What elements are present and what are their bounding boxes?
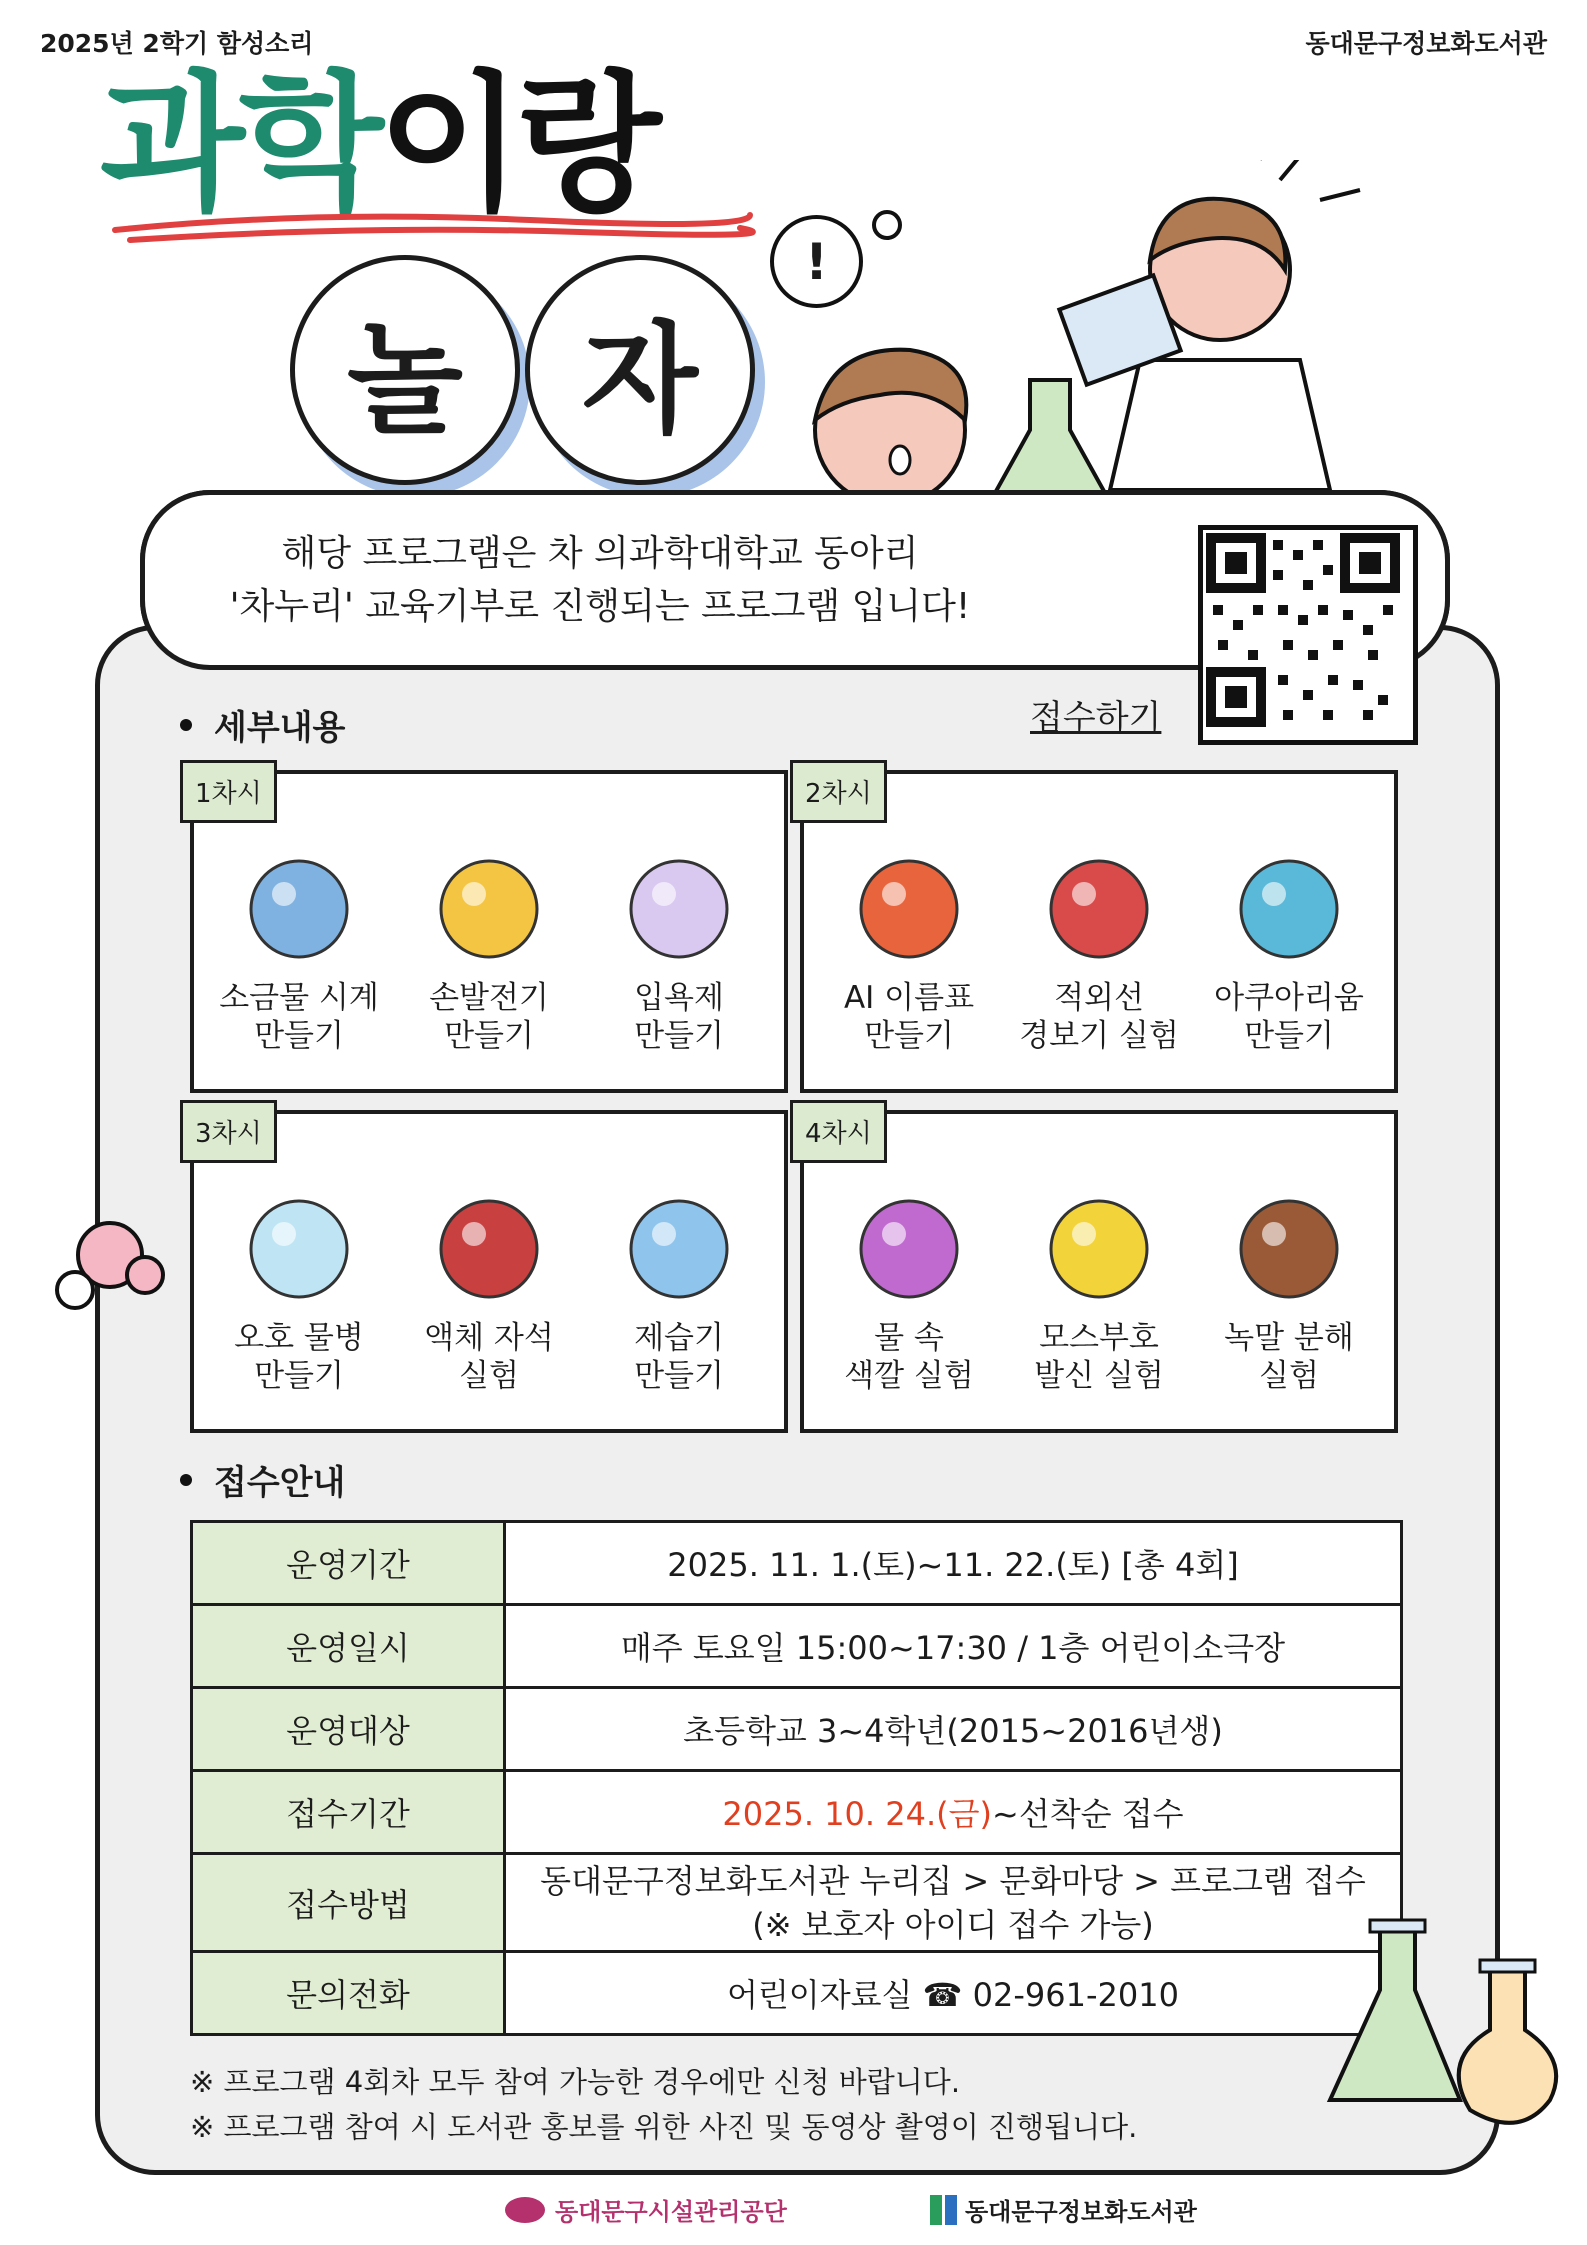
qr-code[interactable] (1198, 525, 1418, 745)
session-box (800, 770, 1398, 1093)
activity-item (1199, 849, 1379, 1055)
exclaim-bubble: ! (770, 215, 863, 308)
register-link[interactable]: 접수하기 (1030, 698, 1162, 738)
hourglass-icon (239, 849, 359, 969)
title-char-circle-1: 놀 (290, 255, 520, 485)
registration-start-date: 2025. 10. 24.(금) (722, 1795, 993, 1833)
activity-item (1009, 849, 1189, 1055)
activity-label: AI 이름표 만들기 (843, 980, 975, 1054)
library-name: 동대문구정보화도서관 (1305, 29, 1547, 58)
details-heading: 세부내용 (180, 700, 345, 749)
bullet-dot (180, 1474, 192, 1486)
walkie-talkie-icon (1039, 1189, 1159, 1309)
session-box (800, 1110, 1398, 1433)
activity-label: 액체 자석 실험 (424, 1320, 554, 1394)
title-science: 과학 (100, 58, 378, 232)
table-row: 접수방법 동대문구정보화도서관 누리집 > 문화마당 > 프로그램 접수 (※ 보호자 아이디 접수 가능) (192, 1854, 1402, 1952)
activity-label: 오호 물병 만들기 (234, 1320, 364, 1394)
footer-logo-library: 동대문구정보화도서관 (930, 2192, 1197, 2227)
magnet-icon (429, 1189, 549, 1309)
activity-label: 모스부호 발신 실험 (1034, 1320, 1164, 1394)
activity-item (819, 849, 999, 1055)
bath-bomb-icon (619, 849, 739, 969)
scientists-illustration (760, 160, 1400, 540)
activity-label: 물 속 색깔 실험 (844, 1320, 974, 1394)
aquarium-icon (1229, 849, 1349, 969)
activity-label: 아쿠아리움 만들기 (1214, 980, 1364, 1054)
ai-chip-icon (849, 849, 969, 969)
table-row: 운영일시 매주 토요일 15:00~17:30 / 1층 어린이소극장 (192, 1605, 1402, 1688)
activity-item (589, 849, 769, 1055)
activity-label: 손발전기 만들기 (429, 980, 549, 1054)
rice-bowl-icon (1229, 1189, 1349, 1309)
activity-item (1199, 1189, 1379, 1395)
table-row: 접수기간 2025. 10. 24.(금)~선착순 접수 (192, 1771, 1402, 1854)
session-tag: 1차시 (180, 760, 277, 823)
session-tag: 3차시 (180, 1100, 277, 1163)
activity-item (399, 1189, 579, 1395)
activity-item (589, 1189, 769, 1395)
sensor-icon (1039, 849, 1159, 969)
session-box (190, 1110, 788, 1433)
activity-item (209, 849, 389, 1055)
registration-heading: 접수안내 (180, 1455, 345, 1504)
intro-line-2: '차누리' 교육기부로 진행되는 프로그램 입니다! (229, 586, 971, 627)
footer-logo-facility: 동대문구시설관리공단 (505, 2192, 787, 2227)
table-row: 운영기간 2025. 11. 1.(토)~11. 22.(토) [총 4회] (192, 1522, 1402, 1605)
activity-item (1009, 1189, 1189, 1395)
program-term: 2025년 2학기 함성소리 (40, 29, 314, 58)
registration-table (190, 1520, 1403, 2036)
molecule-icon (50, 1210, 170, 1320)
title-with: 이랑 (377, 58, 656, 232)
battery-icon (429, 849, 549, 969)
title-char-circle-2: 자 (525, 255, 755, 485)
activity-label: 입욕제 만들기 (634, 980, 724, 1054)
bullet-dot (180, 719, 192, 731)
water-bubble-icon (239, 1189, 359, 1309)
session-tag: 2차시 (790, 760, 887, 823)
activity-label: 제습기 만들기 (634, 1320, 724, 1394)
title-underline-scribble (110, 200, 760, 260)
activity-label: 소금물 시계 만들기 (219, 980, 379, 1054)
table-row: 운영대상 초등학교 3~4학년(2015~2016년생) (192, 1688, 1402, 1771)
activity-item (209, 1189, 389, 1395)
activity-item (399, 849, 579, 1055)
activity-label: 적외선 경보기 실험 (1019, 980, 1179, 1054)
flasks-illustration (1320, 1910, 1570, 2130)
activity-label: 녹말 분해 실험 (1224, 1320, 1354, 1394)
note-2: ※ 프로그램 참여 시 도서관 홍보를 위한 사진 및 동영상 촬영이 진행됩니다. (190, 2110, 1138, 2144)
intro-line-1: 해당 프로그램은 차 의과학대학교 동아리 (281, 533, 919, 574)
activity-item (819, 1189, 999, 1395)
humidity-icon (619, 1189, 739, 1309)
note-1: ※ 프로그램 4회차 모두 참여 가능한 경우에만 신청 바랍니다. (190, 2065, 961, 2099)
table-row: 문의전화 어린이자료실 ☎ 02-961-2010 (192, 1952, 1402, 2035)
session-tag: 4차시 (790, 1100, 887, 1163)
library-logo-icon (930, 2195, 942, 2225)
session-box (190, 770, 788, 1093)
facility-logo-icon (505, 2197, 545, 2223)
rainbow-icon (849, 1189, 969, 1309)
